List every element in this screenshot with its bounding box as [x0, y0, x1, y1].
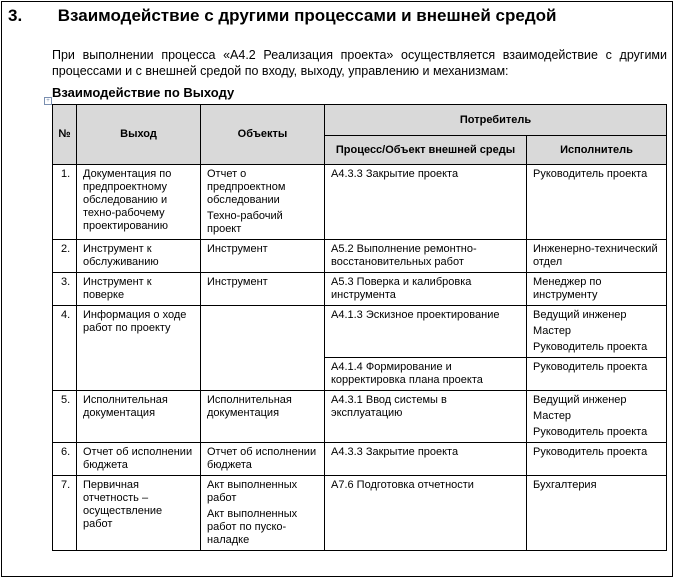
row-objects [201, 443, 325, 476]
table-move-handle-icon[interactable]: + [44, 97, 52, 105]
section-number: 3. [8, 6, 23, 25]
executor-item: Мастер [533, 325, 572, 337]
row-number: 5. [53, 391, 77, 443]
row-output: Отчет об исполнении бюджета [77, 443, 201, 476]
row-number: 1. [53, 165, 77, 240]
row-process: А5.3 Поверка и калибровка инструмента [325, 273, 527, 306]
executor-item: Менеджер по инструменту [533, 276, 602, 301]
table-subheading: Взаимодействие по Выходу [52, 85, 235, 100]
row-output: Первичная отчетность – осуществление работ [77, 476, 201, 551]
object-item: Техно-рабочий проект [207, 210, 283, 235]
row-output: Инструмент к обслуживанию [77, 240, 201, 273]
executor-item: Руководитель проекта [533, 446, 648, 458]
header-objects: Объекты [201, 105, 325, 165]
row-number: 3. [53, 273, 77, 306]
row-executor [527, 165, 667, 240]
row-output: Исполнительная документация [77, 391, 201, 443]
object-item: Отчет о предпроектном обследовании [207, 168, 286, 206]
row-objects [201, 273, 325, 306]
executor-item: Бухгалтерия [533, 479, 597, 491]
executor-item: Мастер [533, 410, 572, 422]
row-number: 6. [53, 443, 77, 476]
row-objects [201, 391, 325, 443]
row-executor [527, 358, 667, 391]
header-process: Процесс/Объект внешней среды [325, 136, 527, 165]
table-row [53, 273, 667, 306]
row-process: А4.3.3 Закрытие проекта [325, 165, 527, 240]
row-output: Документация по предпроектному обследованию и техно-рабочему проектированию [77, 165, 201, 240]
object-item: Исполнительная документация [207, 394, 292, 419]
output-interaction-table [52, 104, 667, 551]
row-number: 4. [53, 306, 77, 391]
row-number: 2. [53, 240, 77, 273]
row-executor [527, 391, 667, 443]
table-row [53, 391, 667, 443]
header-consumer: Потребитель [325, 105, 667, 136]
table-row [53, 443, 667, 476]
object-item: Инструмент [207, 243, 268, 255]
row-objects [201, 165, 325, 240]
table-row [53, 165, 667, 240]
header-output: Выход [77, 105, 201, 165]
executor-item: Руководитель проекта [533, 361, 648, 373]
row-executor [527, 443, 667, 476]
table-row [53, 306, 667, 358]
row-objects [201, 476, 325, 551]
row-objects [201, 240, 325, 273]
row-number: 7. [53, 476, 77, 551]
object-item: Отчет об исполнении бюджета [207, 446, 317, 471]
intro-paragraph: При выполнении процесса «А4.2 Реализация проекта» осуществляется взаимодействие с другими процессами и с внешней средой по входу, выходу, управлению и механизмам: [52, 48, 667, 78]
row-process: А4.3.3 Закрытие проекта [325, 443, 527, 476]
object-item: Акт выполненных работ [207, 479, 298, 504]
row-executor [527, 240, 667, 273]
row-process: А4.3.1 Ввод системы в эксплуатацию [325, 391, 527, 443]
section-heading [8, 6, 556, 26]
row-process: А4.1.4 Формирование и корректировка плана проекта [325, 358, 527, 391]
object-item: Инструмент [207, 276, 268, 288]
header-num: № [53, 105, 77, 165]
section-title: Взаимодействие с другими процессами и внешней средой [57, 6, 557, 25]
table-row [53, 240, 667, 273]
executor-item: Руководитель проекта [533, 426, 648, 438]
executor-item: Руководитель проекта [533, 168, 648, 180]
row-objects [201, 306, 325, 391]
object-item: Акт выполненных работ по пуско-наладке [207, 508, 298, 546]
executor-item: Инженерно-технический отдел [533, 243, 658, 268]
table-row [53, 476, 667, 551]
header-executor: Исполнитель [527, 136, 667, 165]
row-process: А7.6 Подготовка отчетности [325, 476, 527, 551]
row-process: А4.1.3 Эскизное проектирование [325, 306, 527, 358]
row-process: А5.2 Выполнение ремонтно-восстановительных работ [325, 240, 527, 273]
executor-item: Ведущий инженер [533, 394, 627, 406]
row-executor [527, 273, 667, 306]
executor-item: Ведущий инженер [533, 309, 627, 321]
row-output: Инструмент к поверке [77, 273, 201, 306]
row-executor [527, 476, 667, 551]
executor-item: Руководитель проекта [533, 341, 648, 353]
row-executor [527, 306, 667, 358]
row-output: Информация о ходе работ по проекту [77, 306, 201, 391]
